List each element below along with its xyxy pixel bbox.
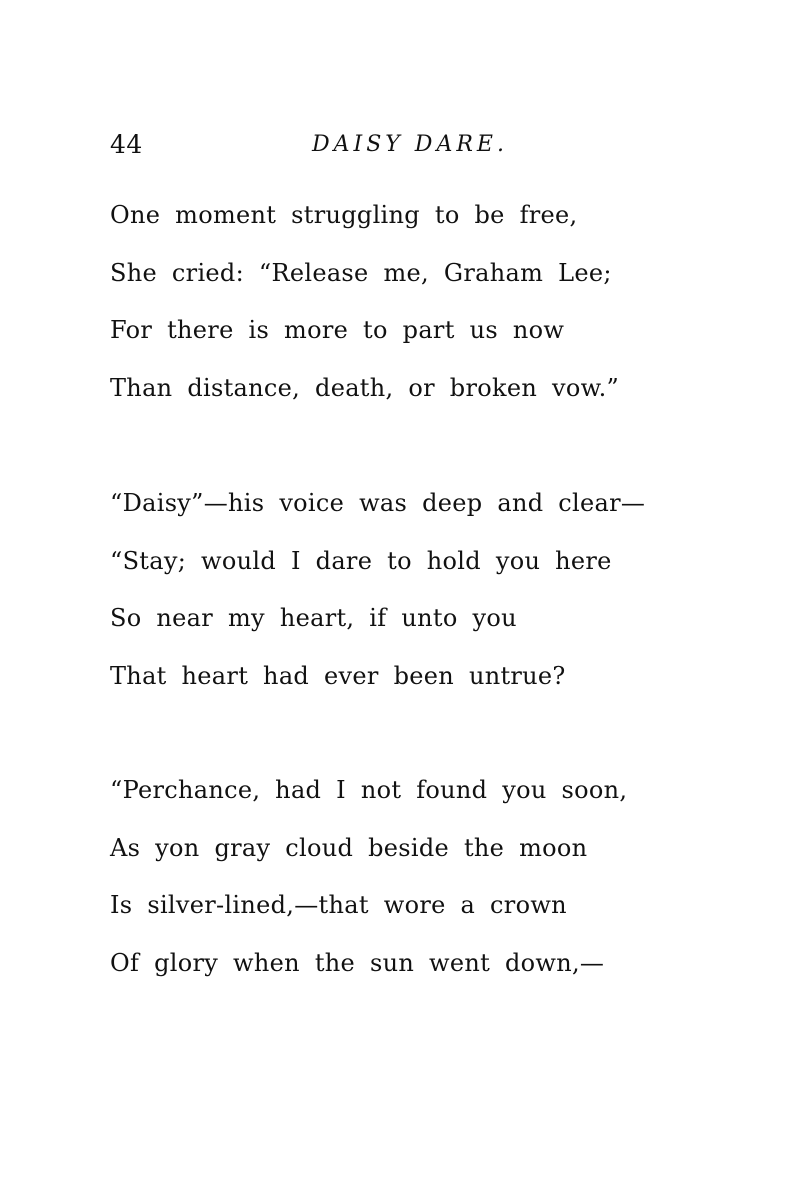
running-title: DAISY DARE. [312,132,508,157]
verse-line: So near my heart, if unto you [110,604,517,632]
verse-line: “Perchance, had I not found you soon, [110,776,628,804]
verse-line: As yon gray cloud beside the moon [110,833,588,862]
stanza [110,486,710,716]
verse-line: “Daisy”—his voice was deep and clear— [110,489,646,517]
verse-line: Of glory when the sun went down,— [110,948,605,977]
stanza [110,198,710,428]
verse-line: Is silver-lined,—that wore a crown [110,891,567,919]
verse-line: For there is more to part us now [110,316,565,344]
page-number: 44 [110,130,143,159]
verse-line: “Stay; would I dare to hold you here [110,546,612,575]
stanza [110,773,710,1003]
verse-line: Than distance, death, or broken vow.” [110,373,620,402]
running-head [110,130,530,170]
verse-line: One moment struggling to be free, [110,201,578,229]
verse-line: That heart had ever been untrue? [110,661,566,690]
verse-line: She cried: “Release me, Graham Lee; [110,258,612,287]
